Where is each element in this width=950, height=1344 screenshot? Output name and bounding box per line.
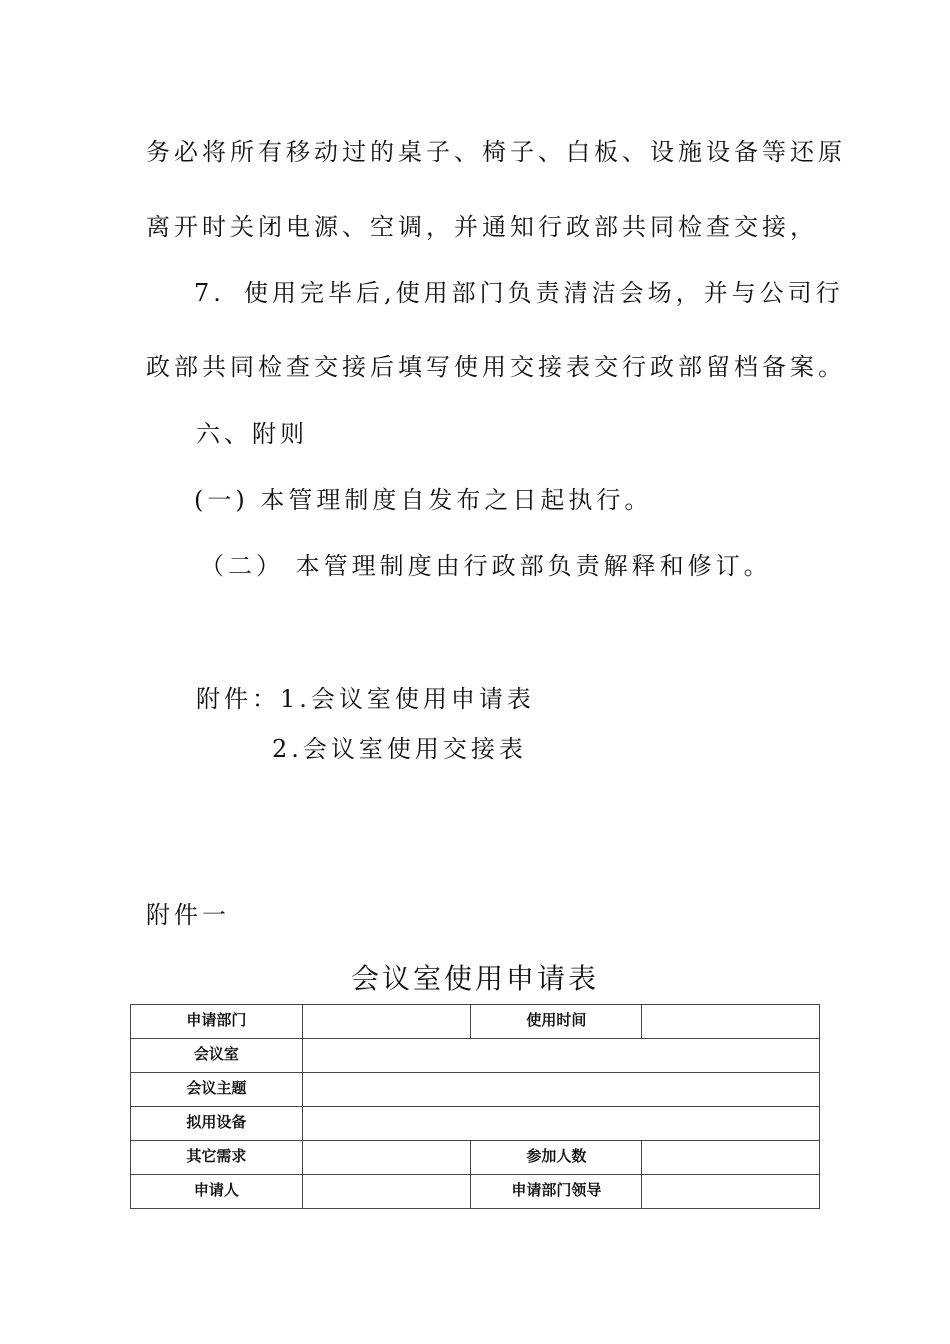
body-line-1: 务必将所有移动过的桌子、椅子、白板、设施设备等还原 [146,138,846,166]
cell-value[interactable] [302,1107,819,1141]
section-heading: 六、附则 [196,420,308,448]
item-number: 7. [194,279,225,307]
table-row [131,1073,820,1107]
cell-label: 拟用设备 [131,1107,303,1141]
cell-label: 参加人数 [471,1141,642,1175]
table-row [131,1005,820,1039]
attachments-line-1 [196,684,535,714]
cell-value[interactable] [302,1005,471,1039]
cell-value[interactable] [302,1039,819,1073]
cell-value[interactable] [642,1005,820,1039]
table-row [131,1039,820,1073]
application-form-table [130,1004,820,1209]
cell-value[interactable] [302,1141,471,1175]
body-line-2: 离开时关闭电源、空调，并通知行政部共同检查交接， [146,213,818,241]
cell-label: 其它需求 [131,1141,303,1175]
form-title: 会议室使用申请表 [350,962,599,995]
cell-label: 使用时间 [471,1005,642,1039]
cell-label: 会议主题 [131,1073,303,1107]
table-row [131,1107,820,1141]
cell-label: 会议室 [131,1039,303,1073]
table-row [131,1141,820,1175]
cell-value[interactable] [642,1175,820,1209]
cell-label: 申请部门领导 [471,1175,642,1209]
body-line-4: 政部共同检查交接后填写使用交接表交行政部留档备案。 [146,353,846,381]
cell-label: 申请部门 [131,1005,303,1039]
appendix-title: 附件一 [146,901,230,929]
rule-item-1: (一) 本管理制度自发布之日起执行。 [194,486,653,514]
attachments-label: 附件： [196,685,280,713]
cell-value[interactable] [302,1073,819,1107]
attachment-1: 1.会议室使用申请表 [280,685,535,713]
cell-value[interactable] [642,1141,820,1175]
cell-label: 申请人 [131,1175,303,1209]
cell-value[interactable] [302,1175,471,1209]
rule-item-2: （二） 本管理制度由行政部负责解释和修订。 [200,552,772,580]
body-line-3-text: 使用完毕后,使用部门负责清洁会场，并与公司行 [244,279,844,307]
attachment-2: 2.会议室使用交接表 [272,735,527,763]
table-row [131,1175,820,1209]
body-line-3 [194,278,844,308]
